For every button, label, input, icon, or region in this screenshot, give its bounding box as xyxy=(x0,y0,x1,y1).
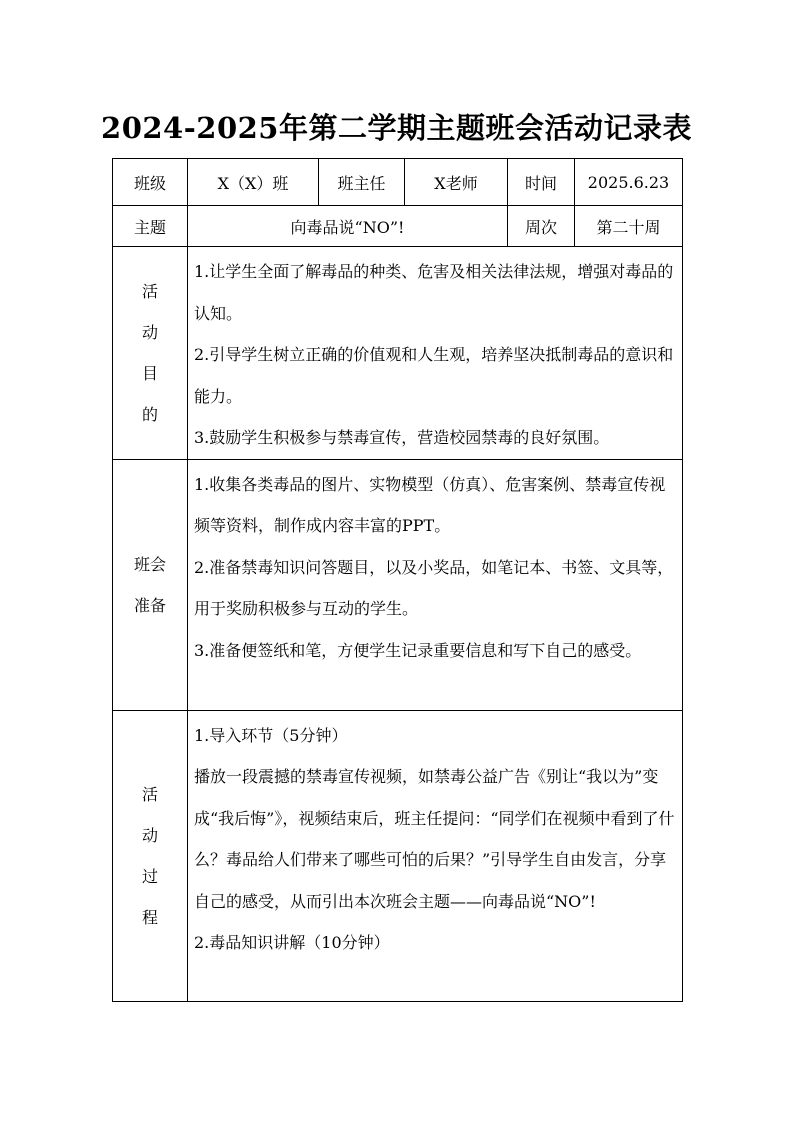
page-title: 2024-2025年第二学期主题班会活动记录表 xyxy=(101,111,692,145)
process-item: 播放一段震撼的禁毒宣传视频，如禁毒公益广告《别让“我以为”变成“我后悔”》，视频结束后，班主任提问：“同学们在视频中看到了什么？毒品给人们带来了哪些可怕的后果？”引导学生自由发言，分享自己的感受，从而引出本次班会主题——向毒品说“NO”! xyxy=(194,767,675,911)
teacher-label: 班主任 xyxy=(319,159,405,206)
process-label-char: 活 xyxy=(141,784,158,804)
process-label-char: 程 xyxy=(141,907,158,927)
process-item: 1.导入环节（5分钟） xyxy=(194,725,348,745)
objectives-label xyxy=(113,247,188,460)
week-value: 第二十周 xyxy=(575,206,683,247)
objectives-label-char: 动 xyxy=(141,322,158,342)
process-label-char: 动 xyxy=(141,825,158,845)
preparation-label-line: 准备 xyxy=(133,595,166,615)
theme-value: 向毒品说“NO”! xyxy=(188,206,508,247)
preparation-label xyxy=(113,459,188,710)
process-item: 2.毒品知识讲解（10分钟） xyxy=(194,933,390,952)
preparation-row xyxy=(113,459,683,710)
process-row xyxy=(113,710,683,1001)
preparation-content xyxy=(188,459,683,710)
objectives-label-char: 活 xyxy=(141,281,158,301)
time-value: 2025.6.23 xyxy=(575,159,683,206)
objectives-label-char: 目 xyxy=(141,363,158,383)
objective-item: 2.引导学生树立正确的价值观和人生观，培养坚决抵制毒品的意识和能力。 xyxy=(194,345,674,406)
class-label: 班级 xyxy=(113,159,188,206)
objectives-label-char: 的 xyxy=(141,404,158,424)
objectives-row xyxy=(113,247,683,460)
objective-item: 3.鼓励学生积极参与禁毒宣传，营造校园禁毒的良好氛围。 xyxy=(194,428,610,447)
preparation-item: 3.准备便签纸和笔，方便学生记录重要信息和写下自己的感受。 xyxy=(194,640,642,660)
objectives-content xyxy=(188,247,683,460)
header-row-1 xyxy=(113,159,683,206)
class-value: X（X）班 xyxy=(188,159,319,206)
theme-label: 主题 xyxy=(113,206,188,247)
teacher-value: X老师 xyxy=(405,159,508,206)
process-label-char: 过 xyxy=(141,866,158,886)
preparation-label-line: 班会 xyxy=(133,554,166,574)
process-label xyxy=(113,710,188,1001)
week-label: 周次 xyxy=(508,206,575,247)
objective-item: 1.让学生全面了解毒品的种类、危害及相关法律法规，增强对毒品的认知。 xyxy=(194,262,674,323)
header-row-2 xyxy=(113,206,683,247)
preparation-item: 1.收集各类毒品的图片、实物模型（仿真）、危害案例、禁毒宣传视频等资料，制作成内容丰富的PPT。 xyxy=(194,474,666,535)
time-label: 时间 xyxy=(508,159,575,206)
activity-record-table xyxy=(112,158,683,1002)
preparation-item: 2.准备禁毒知识问答题目，以及小奖品，如笔记本、书签、文具等，用于奖励积极参与互动的学生。 xyxy=(194,557,674,618)
process-content xyxy=(188,710,683,1001)
